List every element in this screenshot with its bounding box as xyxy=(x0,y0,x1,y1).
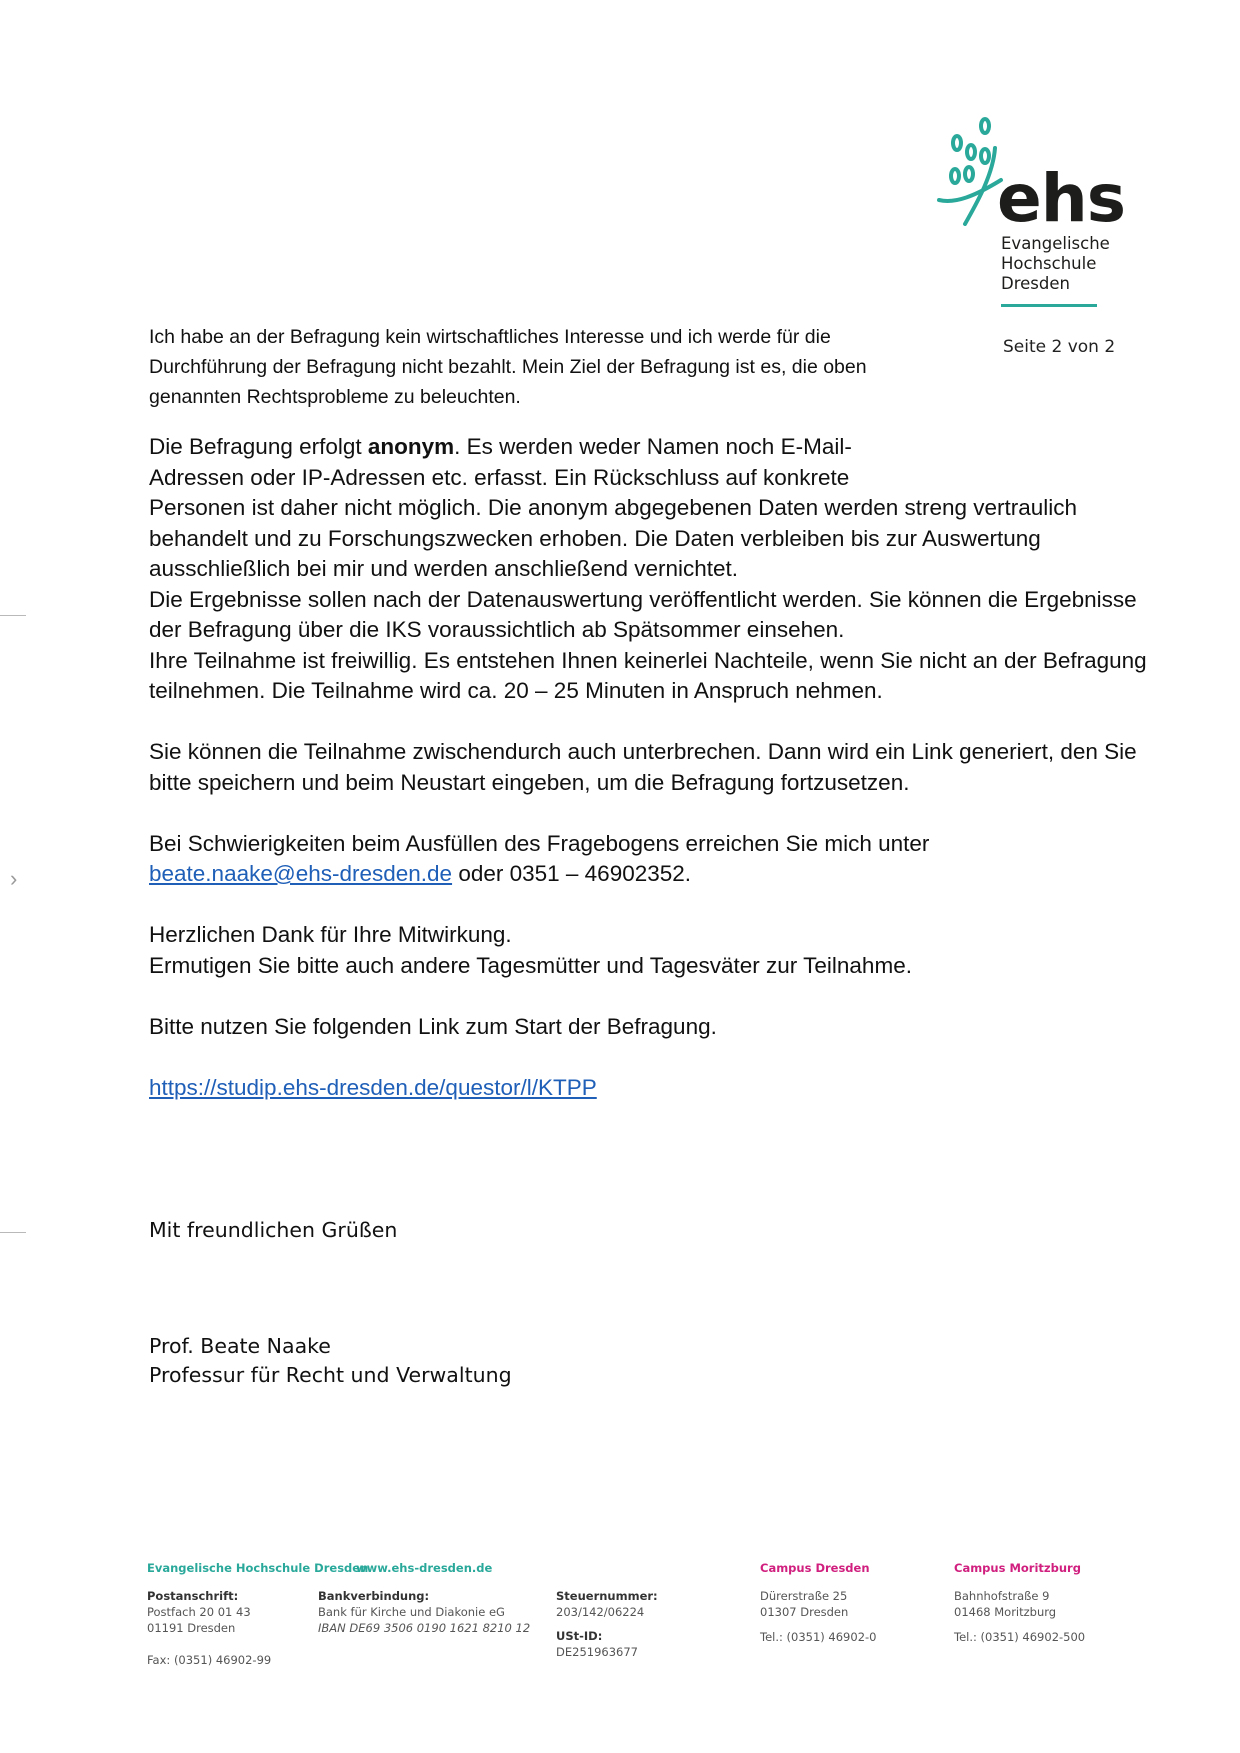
closing-line: Mit freundlichen Grüßen xyxy=(149,1218,398,1242)
footer-campus-dresden: Campus Dresden Dürerstraße 25 01307 Dresden Tel.: (0351) 46902-0 xyxy=(760,1561,877,1644)
footer-org: Evangelische Hochschule Dresden xyxy=(147,1561,369,1575)
letter-body xyxy=(149,432,1169,1103)
logo-line-3: Dresden xyxy=(1001,274,1070,293)
anonymity-line-2: Adressen oder IP-Adressen etc. erfasst. Ein Rückschluss auf konkrete xyxy=(149,464,850,490)
ehs-logo xyxy=(935,116,1135,316)
signer-title: Professur für Recht und Verwaltung xyxy=(149,1363,512,1387)
logo-line-2: Hochschule xyxy=(1001,254,1097,273)
anonymous-emphasis: anonym xyxy=(367,434,455,459)
footer-postal: Postanschrift: Postfach 20 01 43 01191 Dresden Fax: (0351) 46902-99 xyxy=(147,1589,272,1667)
encourage-line: Ermutigen Sie bitte auch andere Tagesmütter und Tagesväter zur Teilnahme. xyxy=(149,952,912,978)
footer xyxy=(0,1560,1240,1680)
fold-mark-top xyxy=(0,615,26,616)
email-link[interactable]: beate.naake@ehs-dresden.de xyxy=(149,861,453,886)
logo-line-1: Evangelische xyxy=(1001,234,1110,253)
interrupt-paragraph: Sie können die Teilnahme zwischendurch auch unterbrechen. Dann wird ein Link generiert, den Sie bitte speichern und beim Neustart eingeben, um die Befragung fortzusetzen. xyxy=(149,739,1137,795)
logo-subtitle xyxy=(1001,234,1110,294)
signer-name: Prof. Beate Naake xyxy=(149,1334,331,1358)
difficulty-paragraph: Bei Schwierigkeiten beim Ausfüllen des Fragebogens erreichen Sie mich unter beate.naake@ehs-dresden.de oder 0351 – 46902352. xyxy=(149,830,930,886)
footer-bank: Bankverbindung: Bank für Kirche und Diakonie eG IBAN DE69 3506 0190 1621 8210 12 xyxy=(318,1589,531,1635)
thanks-line: Herzlichen Dank für Ihre Mitwirkung. xyxy=(149,922,512,947)
survey-link[interactable]: https://studip.ehs-dresden.de/questor/l/KTPP xyxy=(149,1074,597,1100)
intro-paragraph: Ich habe an der Befragung kein wirtschaftliches Interesse und ich werde für die Durchführung der Befragung nicht bezahlt. Mein Ziel der Befragung ist es, die oben genannten Rechtsprobleme zu beleuchten. xyxy=(149,326,867,408)
fold-mark-bottom xyxy=(0,1232,26,1233)
logo-underline xyxy=(1001,304,1097,307)
link-intro: Bitte nutzen Sie folgenden Link zum Start der Befragung. xyxy=(149,1013,717,1039)
voluntary-paragraph: Ihre Teilnahme ist freiwillig. Es entstehen Ihnen keinerlei Nachteile, wenn Sie nicht an der Befragung teilnehmen. Die Teilnahme wird ca. 20 – 25 Minuten in Anspruch nehmen. xyxy=(149,647,1147,703)
anonymity-line-1: Die Befragung erfolgt anonym. Es werden weder Namen noch E-Mail- xyxy=(149,434,852,459)
footer-tax: Steuernummer: 203/142/06224 USt-ID: DE251963677 xyxy=(556,1589,658,1659)
results-paragraph: Die Ergebnisse sollen nach der Datenauswertung veröffentlicht werden. Sie können die Ergebnisse der Befragung über die IKS voraussichtlich ab Spätsommer einsehen. xyxy=(149,586,1137,642)
figures-icon xyxy=(935,116,1005,226)
footer-web: www.ehs-dresden.de xyxy=(356,1561,493,1575)
footer-campus-moritzburg: Campus Moritzburg Bahnhofstraße 9 01468 Moritzburg Tel.: (0351) 46902-500 xyxy=(954,1561,1086,1644)
logo-wordmark: ehs xyxy=(997,160,1126,237)
footer-fax: Fax: (0351) 46902-99 xyxy=(147,1653,272,1667)
hole-mark-icon: › xyxy=(10,866,18,891)
page-number: Seite 2 von 2 xyxy=(1003,337,1116,357)
anonymity-paragraph: Personen ist daher nicht möglich. Die anonym abgegebenen Daten werden streng vertraulich behandelt und zu Forschungszwecken erhoben. Die Daten verbleiben bis zur Auswertung ausschließlich bei mir und werden anschließend vernichtet. xyxy=(149,495,1078,581)
